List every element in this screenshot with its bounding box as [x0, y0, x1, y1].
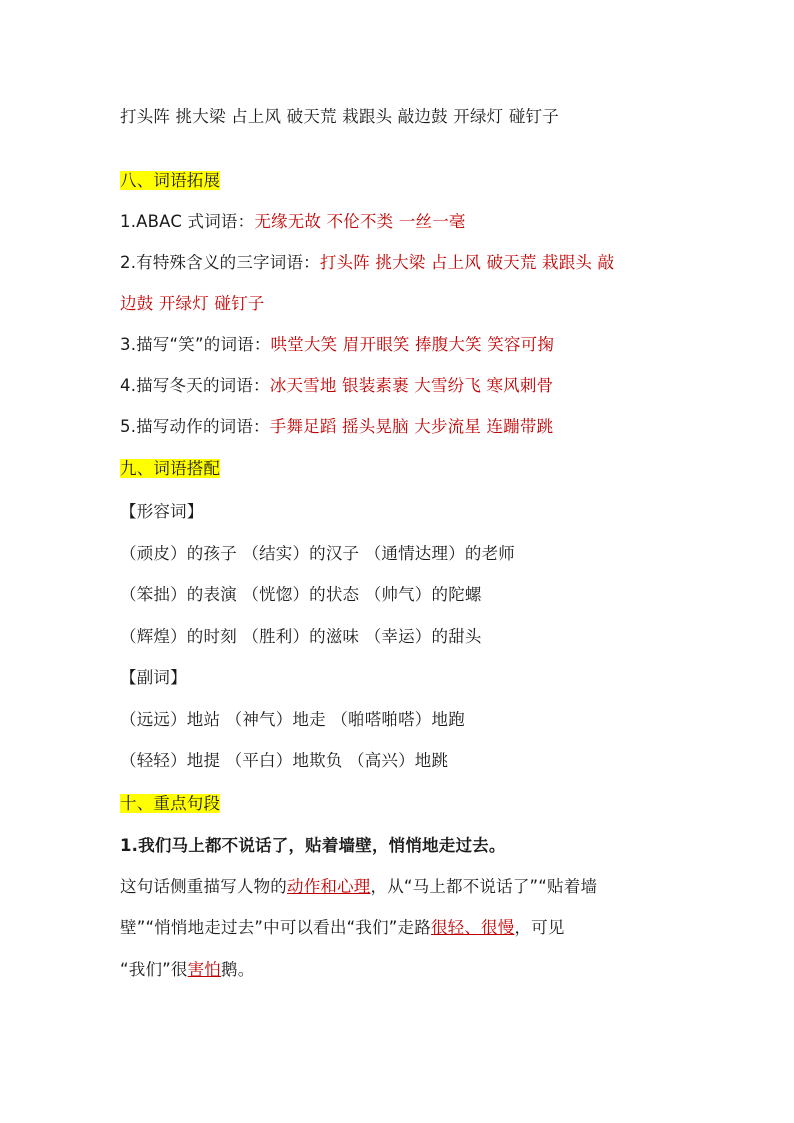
adj-title: 【形容词】 [120, 502, 204, 521]
analysis-line-2 [120, 917, 565, 939]
key-sentence: 1.我们马上都不说话了，贴着墙壁，悄悄地走过去。 [120, 836, 506, 855]
adv-line-1: （远远）地站 （神气）地走 （啪嗒啪嗒）地跑 [120, 710, 465, 729]
section8-heading-text: 八、词语拓展 [120, 171, 221, 190]
analysis-text: 这句话侧重描写人物的 [120, 877, 287, 896]
analysis-underline: 很轻、很慢 [430, 918, 515, 937]
analysis-text: 鹅。 [221, 960, 255, 979]
section9-heading-text: 九、词语搭配 [120, 459, 221, 478]
item-words: 冰天雪地 银装素裹 大雪纷飞 寒风刺骨 [269, 376, 554, 395]
analysis-text: 壁”“悄悄地走过去”中可以看出“我们”走路 [120, 918, 431, 937]
item-words-cont: 边鼓 开绿灯 碰钉子 [120, 294, 265, 313]
analysis-text: ，从“马上都不说话了”“贴着墙 [370, 877, 598, 896]
adj-line-3: （辉煌）的时刻 （胜利）的滋味 （幸运）的甜头 [120, 627, 482, 646]
section10-heading [120, 793, 220, 815]
section8-item-5 [120, 416, 553, 438]
section8-item-1 [120, 211, 466, 233]
section8-item-3 [120, 334, 554, 356]
analysis-underline: 害怕 [187, 960, 222, 979]
section10-heading-text: 十、重点句段 [120, 794, 221, 813]
analysis-line-3 [120, 959, 254, 981]
item-label: 4.描写冬天的词语： [120, 376, 270, 395]
section8-item-4 [120, 375, 553, 397]
section8-item-2-cont [120, 293, 265, 315]
analysis-text: “我们”很 [120, 960, 188, 979]
analysis-underline: 动作和心理 [287, 877, 371, 896]
section8-item-2 [120, 252, 614, 274]
item-label: 5.描写动作的词语： [120, 417, 270, 436]
adj-line-2: （笨拙）的表演 （恍惚）的状态 （帅气）的陀螺 [120, 585, 482, 604]
section9-heading [120, 458, 220, 480]
item-label: 3.描写“笑”的词语： [120, 335, 271, 354]
item-words: 哄堂大笑 眉开眼笑 捧腹大笑 笑容可掬 [270, 335, 555, 354]
item-label: 1.ABAC 式词语： [120, 212, 255, 231]
item-words: 手舞足蹈 摇头晃脑 大步流星 连蹦带跳 [269, 417, 554, 436]
adv-title: 【副词】 [120, 668, 187, 687]
adj-line-1: （顽皮）的孩子 （结实）的汉子 （通情达理）的老师 [120, 544, 515, 563]
adv-line-2: （轻轻）地提 （平白）地欺负 （高兴）地跳 [120, 751, 449, 770]
analysis-text: ，可见 [514, 918, 565, 937]
item-words: 无缘无故 不伦不类 一丝一毫 [254, 212, 466, 231]
item-label: 2.有特殊含义的三字词语： [120, 253, 320, 272]
analysis-line-1 [120, 876, 597, 898]
section8-heading [120, 170, 220, 192]
intro-line: 打头阵 挑大梁 占上风 破天荒 栽跟头 敲边鼓 开绿灯 碰钉子 [120, 107, 559, 126]
item-words: 打头阵 挑大梁 占上风 破天荒 栽跟头 敲 [319, 253, 615, 272]
